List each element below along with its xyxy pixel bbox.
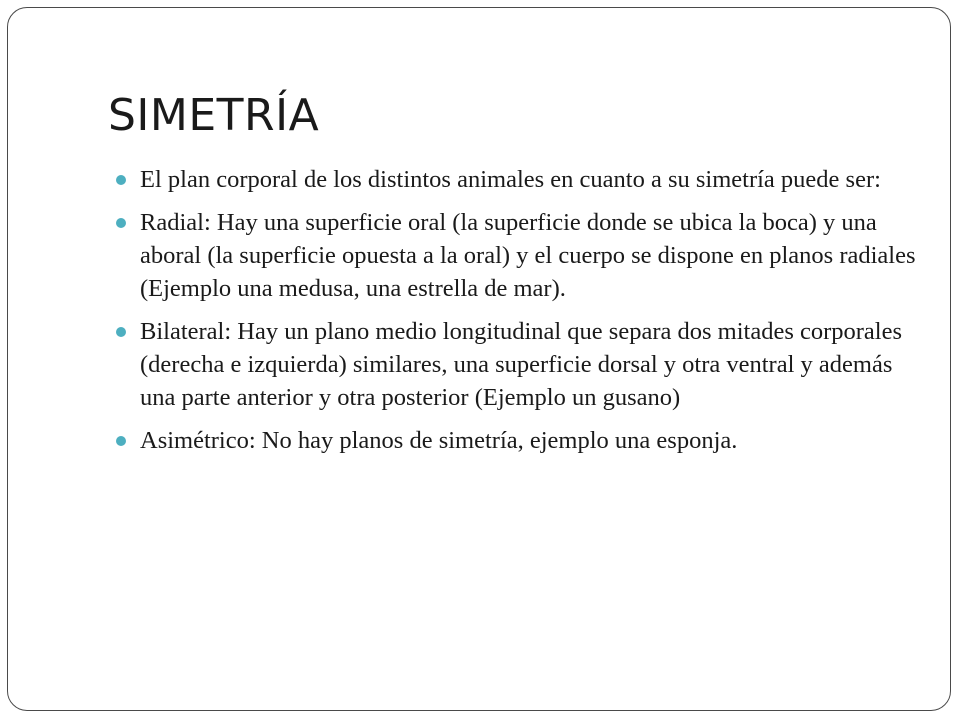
bullet-text: Radial: Hay una superficie oral (la superficie donde se ubica la boca) y una aboral (la superficie opuesta a la oral) y el cuerpo se dispone en planos radiales (Ejemplo una medusa, una estrella de mar).: [140, 209, 916, 302]
bullet-list: [116, 163, 916, 467]
bullet-dot-icon: [116, 175, 126, 185]
slide-title: SIMETRÍA: [108, 90, 320, 141]
bullet-text: Bilateral: Hay un plano medio longitudinal que separa dos mitades corporales (derecha e izquierda) similares, una superficie dorsal y otra ventral y además una parte anterior y otra posterior (Ejemplo un gusano): [140, 318, 903, 411]
bullet-item-intro: [116, 163, 916, 196]
bullet-item-asimetrico: [116, 424, 916, 457]
bullet-text: El plan corporal de los distintos animales en cuanto a su simetría puede ser:: [140, 166, 881, 193]
bullet-dot-icon: [116, 327, 126, 337]
bullet-dot-icon: [116, 436, 126, 446]
bullet-text: Asimétrico: No hay planos de simetría, ejemplo una esponja.: [140, 427, 738, 454]
bullet-dot-icon: [116, 218, 126, 228]
slide-frame: [7, 7, 951, 711]
bullet-item-radial: [116, 206, 916, 305]
bullet-item-bilateral: [116, 315, 916, 414]
